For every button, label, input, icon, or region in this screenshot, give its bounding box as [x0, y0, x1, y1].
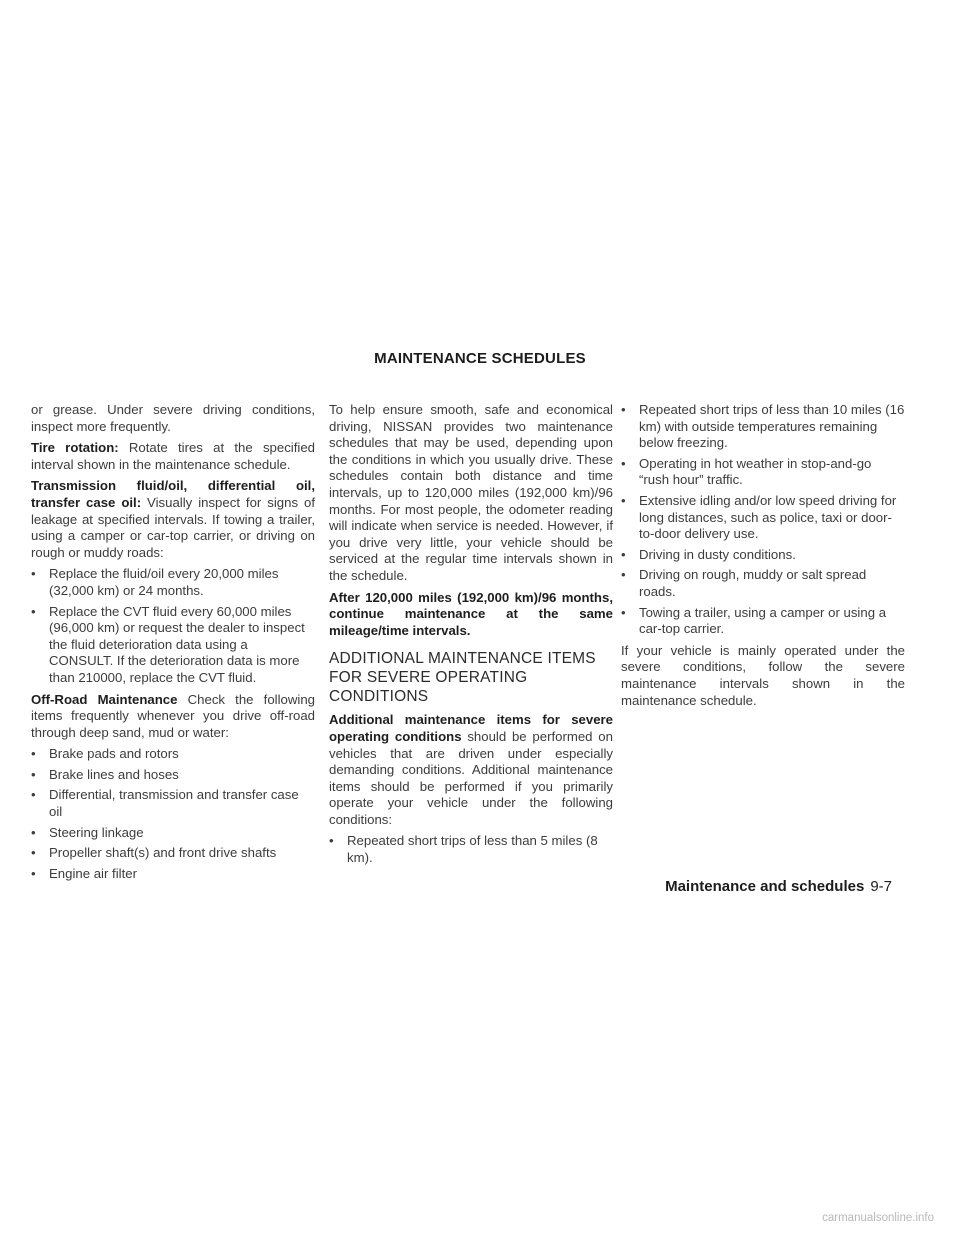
list-item: • Operating in hot weather in stop-and-go “rush hour” traffic.: [621, 456, 905, 489]
transmission-list: [31, 566, 315, 686]
subheading-additional-items: ADDITIONAL MAINTENANCE ITEMS FOR SEVERE OPERATING CONDITIONS: [329, 650, 596, 706]
list-item: • Brake lines and hoses: [31, 767, 315, 784]
paragraph-transmission: [31, 478, 315, 561]
additional-label: Additional maintenance items for severe operating conditions: [329, 712, 613, 744]
paragraph-additional: [329, 712, 613, 828]
column-2: [329, 402, 613, 872]
offroad-text: Check the following items frequently whenever you drive off-road through deep sand, mud or water:: [31, 691, 315, 740]
column-3: [621, 402, 905, 714]
page-footer: [665, 878, 892, 895]
list-item: • Engine air filter: [31, 866, 315, 883]
offroad-list: [31, 746, 315, 882]
column-1: [31, 402, 315, 887]
paragraph-after-120000: [329, 590, 613, 640]
list-item: • Extensive idling and/or low speed driving for long distances, such as police, taxi or door-to-door delivery use.: [621, 493, 905, 543]
list-item: • Steering linkage: [31, 825, 315, 842]
list-item: • Propeller shaft(s) and front drive shafts: [31, 845, 315, 862]
paragraph-tire-rotation: [31, 440, 315, 473]
paragraph-severe-intervals: If your vehicle is mainly operated under the severe conditions, follow the severe maintenance intervals shown in the maintenance schedule.: [621, 642, 905, 708]
additional-text: should be performed on vehicles that are driven under especially demanding conditions. Additional maintenance items should be performed if you primarily operate your vehicle under the following conditions:: [329, 728, 613, 827]
paragraph-offroad: [31, 692, 315, 742]
list-item: • Repeated short trips of less than 10 miles (16 km) with outside temperatures remaining below freezing.: [621, 402, 905, 452]
list-item: • Repeated short trips of less than 5 miles (8 km).: [329, 833, 613, 866]
conditions-list: [329, 833, 613, 866]
list-item: • Differential, transmission and transfer case oil: [31, 787, 315, 820]
transmission-text: Visually inspect for signs of leakage at specified intervals. If towing a trailer, using a camper or car-top carrier, or driving on rough or muddy roads:: [31, 494, 315, 560]
list-item: • Replace the fluid/oil every 20,000 miles (32,000 km) or 24 months.: [31, 566, 315, 599]
tire-rotation-text: Rotate tires at the specified interval shown in the maintenance schedule.: [31, 440, 315, 472]
paragraph-grease: or grease. Under severe driving conditions, inspect more frequently.: [31, 402, 315, 434]
page-number: 9-7: [870, 878, 892, 895]
footer-chapter-title: Maintenance and schedules: [665, 878, 865, 895]
tire-rotation-label: Tire rotation:: [31, 440, 119, 456]
conditions-list-continued: [621, 402, 905, 638]
transmission-label: Transmission fluid/oil, differential oil, transfer case oil:: [31, 478, 315, 510]
list-item: • Driving in dusty conditions.: [621, 547, 905, 564]
watermark: carmanualsonline.info: [822, 1212, 934, 1224]
list-item: • Driving on rough, muddy or salt spread roads.: [621, 567, 905, 600]
list-item: • Brake pads and rotors: [31, 746, 315, 763]
offroad-label: Off-Road Maintenance: [31, 691, 178, 707]
list-item: • Replace the CVT fluid every 60,000 miles (96,000 km) or request the dealer to inspect the fluid deterioration data using a CONSULT. If the deterioration data is more than 210000, replace the CVT fluid.: [31, 604, 315, 687]
list-item: • Towing a trailer, using a camper or using a car-top carrier.: [621, 605, 905, 638]
paragraph-schedules: To help ensure smooth, safe and economical driving, NISSAN provides two maintenance schedules that may be used, depending upon the conditions in which you usually drive. These schedules contain both distance and time intervals, up to 120,000 miles (192,000 km)/96 months. For most people, the odometer reading will indicate when service is needed. However, if you drive very little, your vehicle should be serviced at the regular time intervals shown in the schedule.: [329, 402, 613, 583]
after-120000-bold: After 120,000 miles (192,000 km)/96 months, continue maintenance at the same mileage/time intervals.: [329, 589, 613, 638]
section-header: MAINTENANCE SCHEDULES: [374, 350, 586, 367]
